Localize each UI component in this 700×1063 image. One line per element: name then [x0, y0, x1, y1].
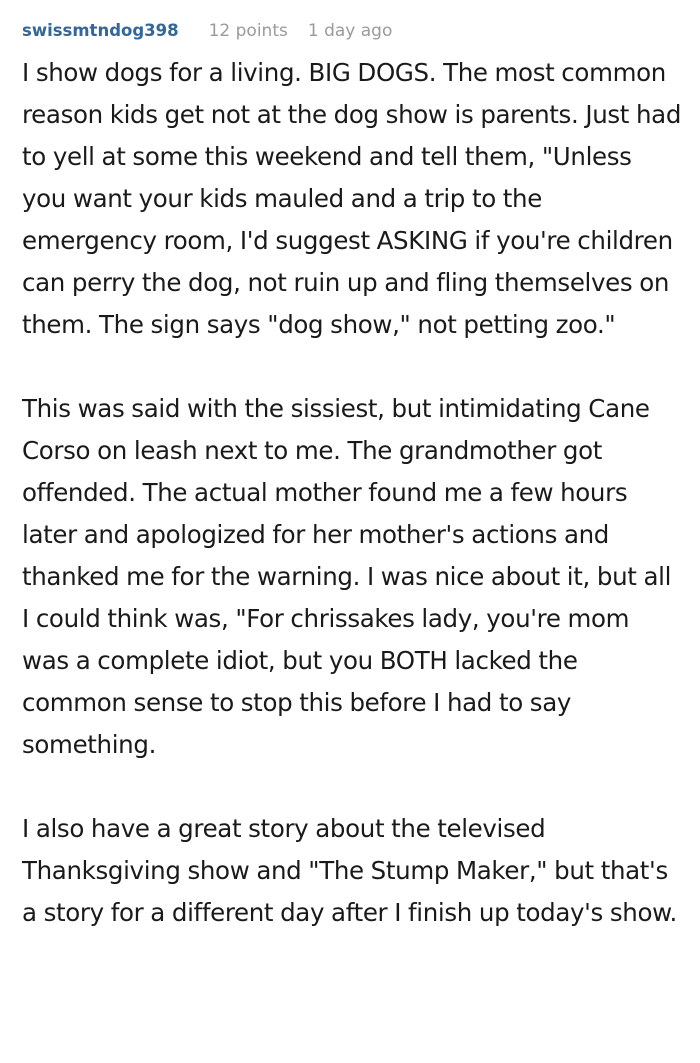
comment-paragraph-2: This was said with the sissiest, but intimidating Cane Corso on leash next to me. The grandmother got offended. The actual mother found me a few hours later and apologized for her mother's actions and thanked me for the warning. I was nice about it, but all I could think was, "For chrissakes lady, you're mom was a complete idiot, but you BOTH lacked the common sense to stop this before I had to say something. — [22, 394, 672, 759]
comment-timestamp: 1 day ago — [307, 21, 393, 41]
comment-meta — [22, 16, 682, 46]
comment-body — [22, 52, 682, 934]
comment-paragraph-3: I also have a great story about the televised Thanksgiving show and "The Stump Maker," but that's a story for a different day after I finish up today's show. — [22, 814, 677, 927]
comment — [22, 16, 682, 934]
comment-username-link[interactable]: swissmtndog398 — [22, 21, 179, 40]
comment-points: 12 points — [208, 21, 288, 41]
comment-paragraph-1: I show dogs for a living. BIG DOGS. The most common reason kids get not at the dog show is parents. Just had to yell at some this weekend and tell them, "Unless you want your kids mauled and a trip to the emergency room, I'd suggest ASKING if you're children can perry the dog, not ruin up and fling themselves on them. The sign says "dog show," not petting zoo." — [22, 58, 682, 339]
